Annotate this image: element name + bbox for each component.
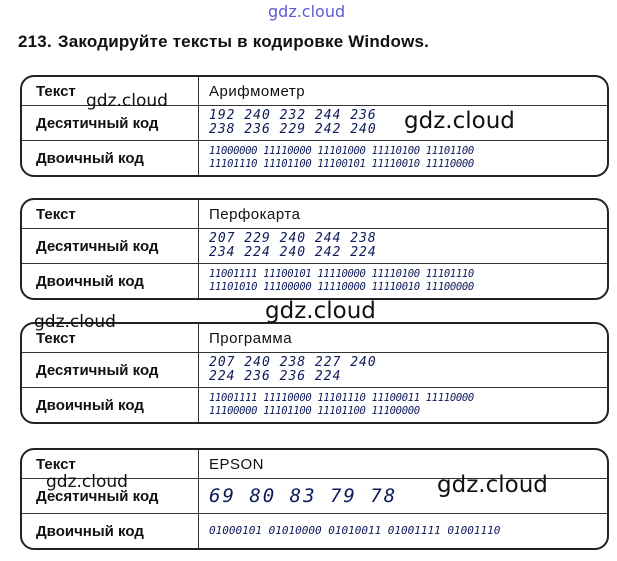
decimal-row bbox=[22, 228, 607, 263]
binary-row bbox=[22, 263, 607, 298]
encoding-table-2 bbox=[20, 198, 609, 300]
text-label: Текст bbox=[22, 200, 199, 228]
binary-code-line: 01000101 01010000 01010011 01001111 01001110 bbox=[209, 524, 501, 537]
binary-code-line: 11000000 11110000 11101000 11110100 11101100 bbox=[209, 145, 474, 157]
decimal-code-line: 207 240 238 227 240 bbox=[209, 355, 377, 370]
watermark-top: gdz.cloud bbox=[268, 2, 346, 21]
binary-label: Двоичный код bbox=[22, 514, 199, 548]
source-word: EPSON bbox=[209, 455, 265, 473]
encoding-table-3 bbox=[20, 322, 609, 424]
decimal-row bbox=[22, 352, 607, 387]
decimal-label: Десятичный код bbox=[22, 353, 199, 387]
binary-label: Двоичный код bbox=[22, 264, 199, 298]
task-number: 213. bbox=[18, 32, 52, 51]
binary-label: Двоичный код bbox=[22, 141, 199, 175]
binary-row bbox=[22, 387, 607, 422]
decimal-label: Десятичный код bbox=[22, 229, 199, 263]
watermark: gdz.cloud bbox=[265, 298, 376, 324]
watermark: gdz.cloud bbox=[34, 312, 116, 332]
binary-code-line: 11001111 11110000 11101110 11100011 11110000 bbox=[209, 392, 474, 404]
text-label: Текст bbox=[22, 324, 199, 352]
task-text: Закодируйте тексты в кодировке Windows. bbox=[57, 32, 430, 51]
binary-code-line: 11001111 11100101 11110000 11110100 11101110 bbox=[209, 268, 474, 280]
decimal-code-line: 69 80 83 79 78 bbox=[209, 485, 398, 507]
source-word: Программа bbox=[209, 329, 293, 347]
decimal-code-line: 192 240 232 244 236 bbox=[209, 108, 377, 123]
watermark: gdz.cloud bbox=[404, 108, 515, 134]
decimal-code-line: 207 229 240 244 238 bbox=[209, 231, 377, 246]
watermark: gdz.cloud bbox=[86, 91, 168, 111]
watermark: gdz.cloud bbox=[437, 472, 548, 498]
text-label: Текст bbox=[22, 450, 199, 478]
source-word: Арифмометр bbox=[209, 82, 306, 100]
text-row bbox=[22, 200, 607, 228]
text-label: Текст bbox=[22, 77, 199, 105]
binary-row bbox=[22, 513, 607, 548]
encoding-table-4 bbox=[20, 448, 609, 550]
decimal-label: Десятичный код bbox=[22, 479, 199, 513]
decimal-code-line: 224 236 236 224 bbox=[209, 369, 342, 384]
decimal-code-line: 234 224 240 242 224 bbox=[209, 245, 377, 260]
decimal-code-line: 238 236 229 242 240 bbox=[209, 122, 377, 137]
task-heading bbox=[18, 32, 429, 52]
binary-code-line: 11101110 11101100 11100101 11110010 11110000 bbox=[209, 158, 474, 170]
binary-row bbox=[22, 140, 607, 175]
decimal-label: Десятичный код bbox=[22, 106, 199, 140]
binary-code-line: 11101010 11100000 11110000 11110010 11100000 bbox=[209, 281, 474, 293]
source-word: Перфокарта bbox=[209, 205, 301, 223]
binary-label: Двоичный код bbox=[22, 388, 199, 422]
watermark: gdz.cloud bbox=[46, 472, 128, 492]
binary-code-line: 11100000 11101100 11101100 11100000 bbox=[209, 405, 420, 417]
